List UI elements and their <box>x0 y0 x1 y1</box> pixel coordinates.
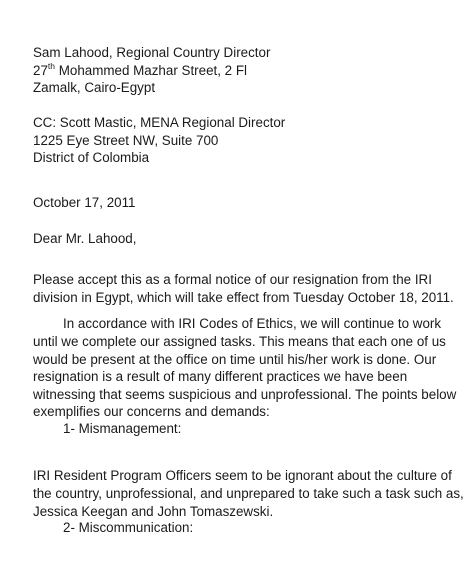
sender-city-line: Zamalk, Cairo-Egypt <box>33 80 156 96</box>
sender-address <box>33 44 464 97</box>
paragraph-ethics: In accordance with IRI Codes of Ethics, we will continue to work until we complete our assigned tasks. This means that each one of us would be present at the office on time until his/her work is done. Our resignation is a result of many different practices we have been witnessing that seems suspicious and unprofessional. The points below exemplifies our concerns and demands: <box>33 316 457 420</box>
point-heading-miscommunication: 2- Miscommunication: <box>63 520 194 535</box>
point-heading-mismanagement: 1- Mismanagement: <box>63 421 182 436</box>
cc-street-line: 1225 Eye Street NW, Suite 700 <box>33 132 219 148</box>
letter-date: October 17, 2011 <box>33 195 136 210</box>
sender-name-line: Sam Lahood, Regional Country Director <box>33 45 271 60</box>
street-number-suffix: th <box>47 60 55 71</box>
cc-address <box>33 114 464 167</box>
street-name: Mohammed Mazhar Street, 2 Fl <box>55 62 248 78</box>
salutation: Dear Mr. Lahood, <box>33 231 137 246</box>
street-number: 27 <box>33 62 48 78</box>
paragraph-resignation-notice: Please accept this as a formal notice of our resignation from the IRI division in Egypt, which will take effect from Tuesday October 18, 2011. <box>33 272 454 305</box>
sender-street-line <box>33 62 464 80</box>
cc-city-line: District of Colombia <box>33 150 150 166</box>
paragraph-mismanagement: IRI Resident Program Officers seem to be ignorant about the culture of the country, unprofessional, and unprepared to take such a task such as, Jessica Keegan and John Tomaszewski. <box>33 468 464 519</box>
cc-name-line: CC: Scott Mastic, MENA Regional Director <box>33 115 286 130</box>
